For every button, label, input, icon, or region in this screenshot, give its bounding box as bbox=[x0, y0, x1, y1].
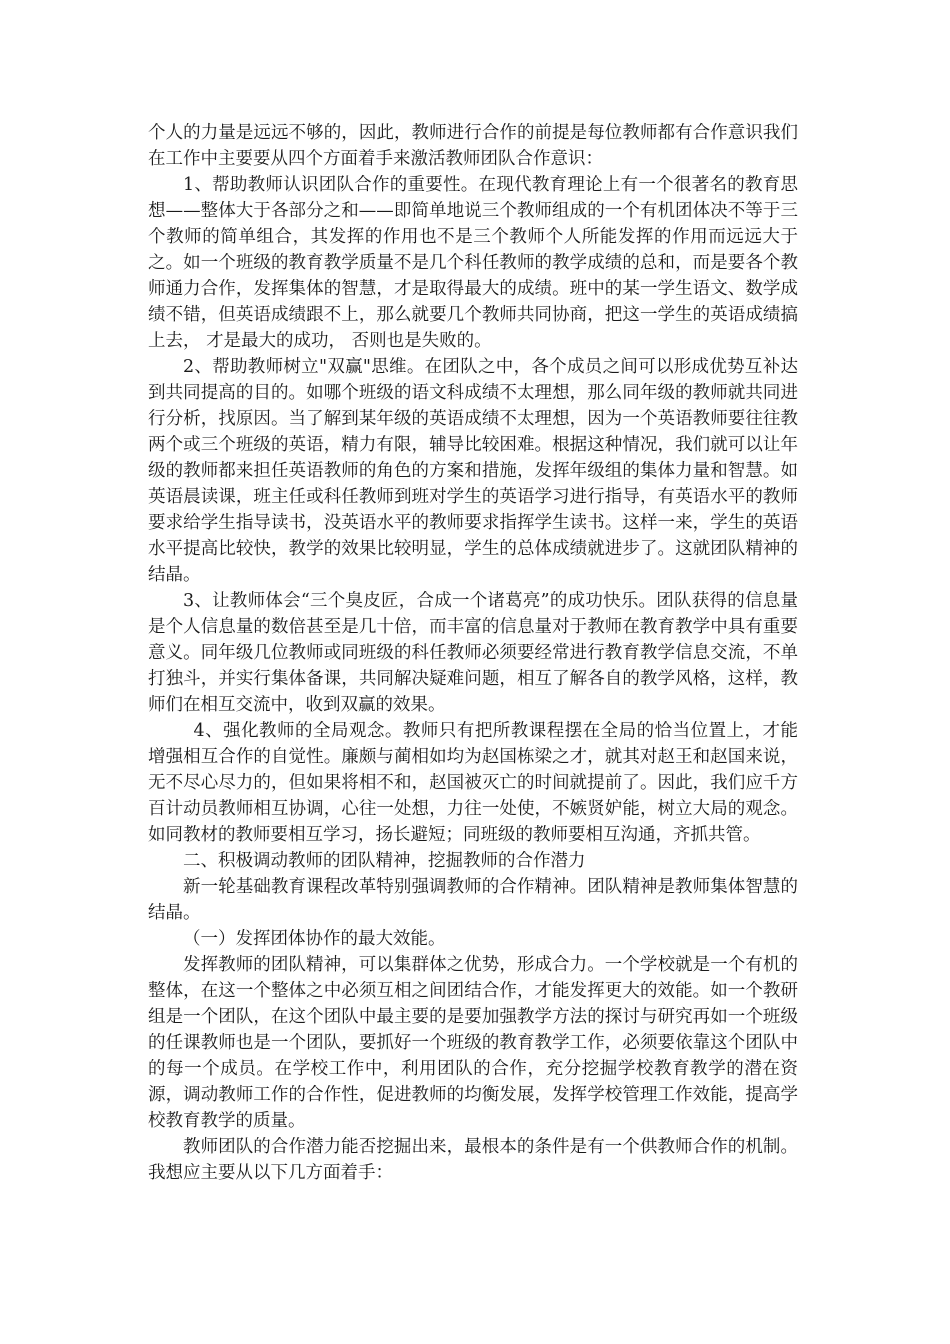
paragraph-point-4: 4、强化教师的全局观念。教师只有把所教课程摆在全局的恰当位置上，才能增强相互合作的自觉性。廉颇与蔺相如均为赵国栋梁之才，就其对赵王和赵国来说，无不尽心尽力的，但如果将相不和，赵国被灭亡的时间就提前了。因此，我们应千方百计动员教师相互协调，心往一处想，力往一处使，不嫉贤妒能，树立大局的观念。如同教材的教师要相互学习，扬长避短；同班级的教师要相互沟通，齐抓共管。 bbox=[148, 721, 798, 845]
section-heading-2: 二、积极调动教师的团队精神，挖掘教师的合作潜力 bbox=[183, 851, 586, 871]
paragraph-point-2: 2、帮助教师树立"双赢"思维。在团队之中，各个成员之间可以形成优势互补达到共同提高的目的。如哪个班级的语文科成绩不太理想，那么同年级的教师就共同进行分析，找原因。当了解到某年级的英语成绩不太理想，因为一个英语教师要往往教两个或三个班级的英语，精力有限，辅导比较困难。根据这种情况，我们就可以让年级的教师都来担任英语教师的角色的方案和措施，发挥年级组的集体力量和智慧。如英语晨读课，班主任或科任教师到班对学生的英语学习进行指导，有英语水平的教师要求给学生指导读书，没英语水平的教师要求指挥学生读书。这样一来，学生的英语水平提高比较快，教学的效果比较明显，学生的总体成绩就进步了。这就团队精神的结晶。 bbox=[148, 357, 798, 585]
document-body bbox=[148, 120, 798, 1186]
paragraph-subsection-1-body: 发挥教师的团队精神，可以集群体之优势，形成合力。一个学校就是一个有机的整体，在这一个整体之中必须互相之间团结合作，才能发挥更大的效能。如一个教研组是一个团队，在这个团队中最主要的是要加强教学方法的探讨与研究再如一个班级的任课教师也是一个团队，要抓好一个班级的教育教学工作，必须要依靠这个团队中的每一个成员。在学校工作中，利用团队的合作，充分挖掘学校教育教学的潜在资源，调动教师工作的合作性，促进教师的均衡发展，发挥学校管理工作效能，提高学校教育教学的质量。 bbox=[148, 955, 798, 1131]
paragraph-point-3: 3、让教师体会“三个臭皮匠，合成一个诸葛亮”的成功快乐。团队获得的信息量是个人信息量的数倍甚至是几十倍，而丰富的信息量对于教师在教育教学中具有重要意义。同年级几位教师或同班级的科任教师必须要经常进行教育教学信息交流，不单打独斗，并实行集体备课，共同解决疑难问题，相互了解各自的教学风格，这样，教师们在相互交流中，收到双赢的效果。 bbox=[148, 591, 798, 715]
paragraph-mechanism: 教师团队的合作潜力能否挖掘出来，最根本的条件是有一个供教师合作的机制。我想应主要从以下几方面着手： bbox=[148, 1137, 798, 1183]
paragraph-intro: 个人的力量是远远不够的，因此，教师进行合作的前提是每位教师都有合作意识我们在工作中主要要从四个方面着手来激活教师团队合作意识： bbox=[148, 123, 798, 169]
subsection-heading-1: （一）发挥团体协作的最大效能。 bbox=[183, 929, 446, 949]
paragraph-point-1: 1、帮助教师认识团队合作的重要性。在现代教育理论上有一个很著名的教育思想——整体大于各部分之和——即简单地说三个教师组成的一个有机团体决不等于三个教师的简单组合，其发挥的作用也不是三个教师个人所能发挥的作用而远远大于之。如一个班级的教育教学质量不是几个科任教师的教学成绩的总和，而是要各个教师通力合作，发挥集体的智慧，才是取得最大的成绩。班中的某一学生语文、数学成绩不错，但英语成绩跟不上，那么就要几个教师共同协商，把这一学生的英语成绩搞上去， 才是最大的成功， 否则也是失败的。 bbox=[148, 175, 798, 351]
paragraph-section-2-intro: 新一轮基础教育课程改革特别强调教师的合作精神。团队精神是教师集体智慧的结晶。 bbox=[148, 877, 798, 923]
